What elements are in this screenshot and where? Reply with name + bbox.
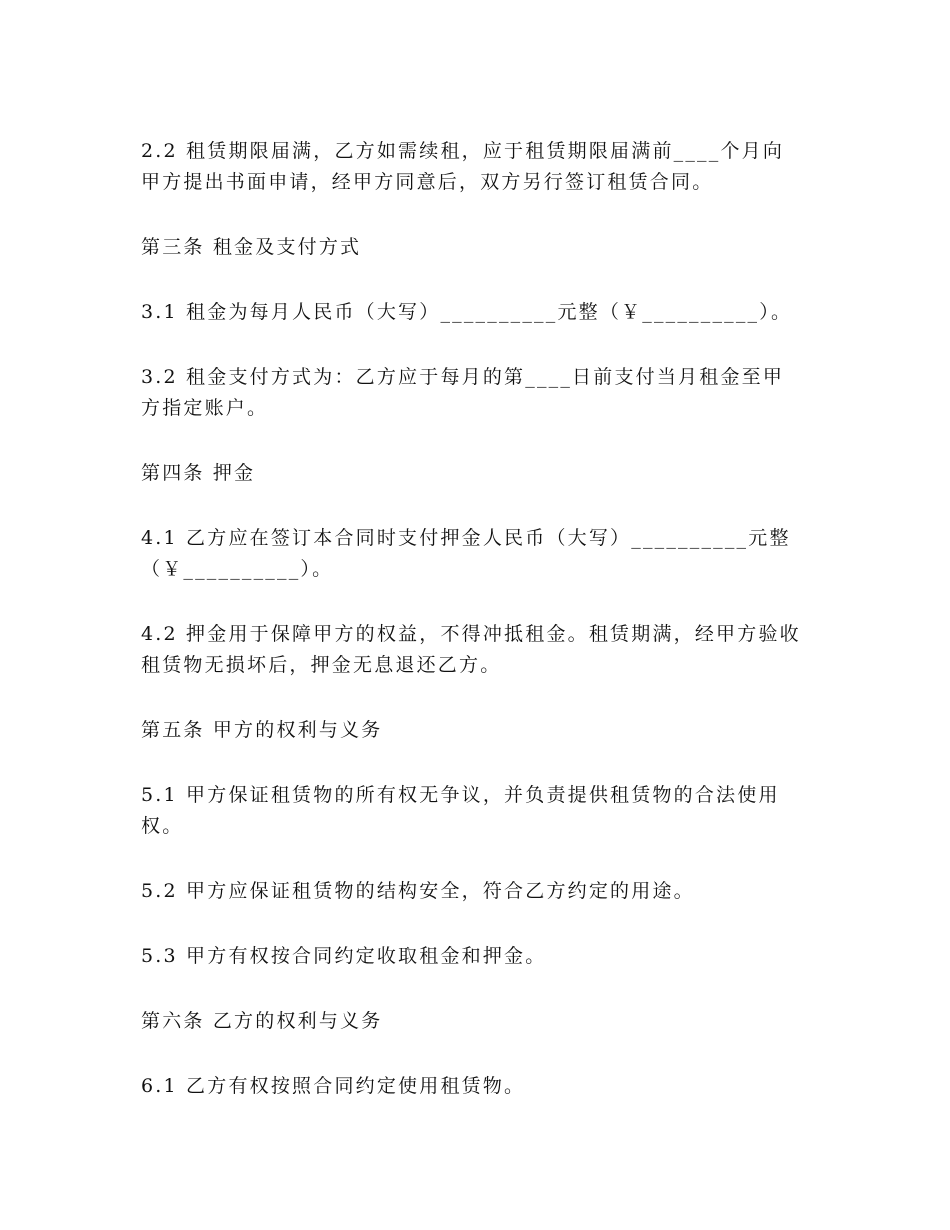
section-heading-6: 第六条 乙方的权利与义务 (141, 1010, 383, 1032)
clause-5-2: 5.2 甲方应保证租赁物的结构安全，符合乙方约定的用途。 (141, 880, 695, 902)
clause-4-2: 4.2 押金用于保障甲方的权益，不得冲抵租金。租赁期满，经甲方验收租赁物无损坏后，押金无息退还乙方。 (141, 623, 801, 676)
section-heading-4: 第四条 押金 (141, 462, 256, 484)
clause-3-2: 3.2 租金支付方式为：乙方应于每月的第____日前支付当月租金至甲方指定账户。 (141, 366, 785, 419)
clause-4-1: 4.1 乙方应在签订本合同时支付押金人民币（大写）__________元整（￥__________）。 (141, 527, 791, 580)
document-body (141, 136, 801, 1136)
section-heading-5: 第五条 甲方的权利与义务 (141, 719, 383, 741)
clause-5-1: 5.1 甲方保证租赁物的所有权无争议，并负责提供租赁物的合法使用权。 (141, 784, 780, 837)
section-heading-3: 第三条 租金及支付方式 (141, 236, 362, 258)
clause-5-3: 5.3 甲方有权按合同约定收取租金和押金。 (141, 945, 547, 967)
clause-6-1: 6.1 乙方有权按照合同约定使用租赁物。 (141, 1075, 526, 1097)
clause-3-1: 3.1 租金为每月人民币（大写）__________元整（￥__________）。 (141, 301, 793, 323)
clause-2-2: 2.2 租赁期限届满，乙方如需续租，应于租赁期限届满前____个月向甲方提出书面申请，经甲方同意后，双方另行签订租赁合同。 (141, 140, 785, 193)
